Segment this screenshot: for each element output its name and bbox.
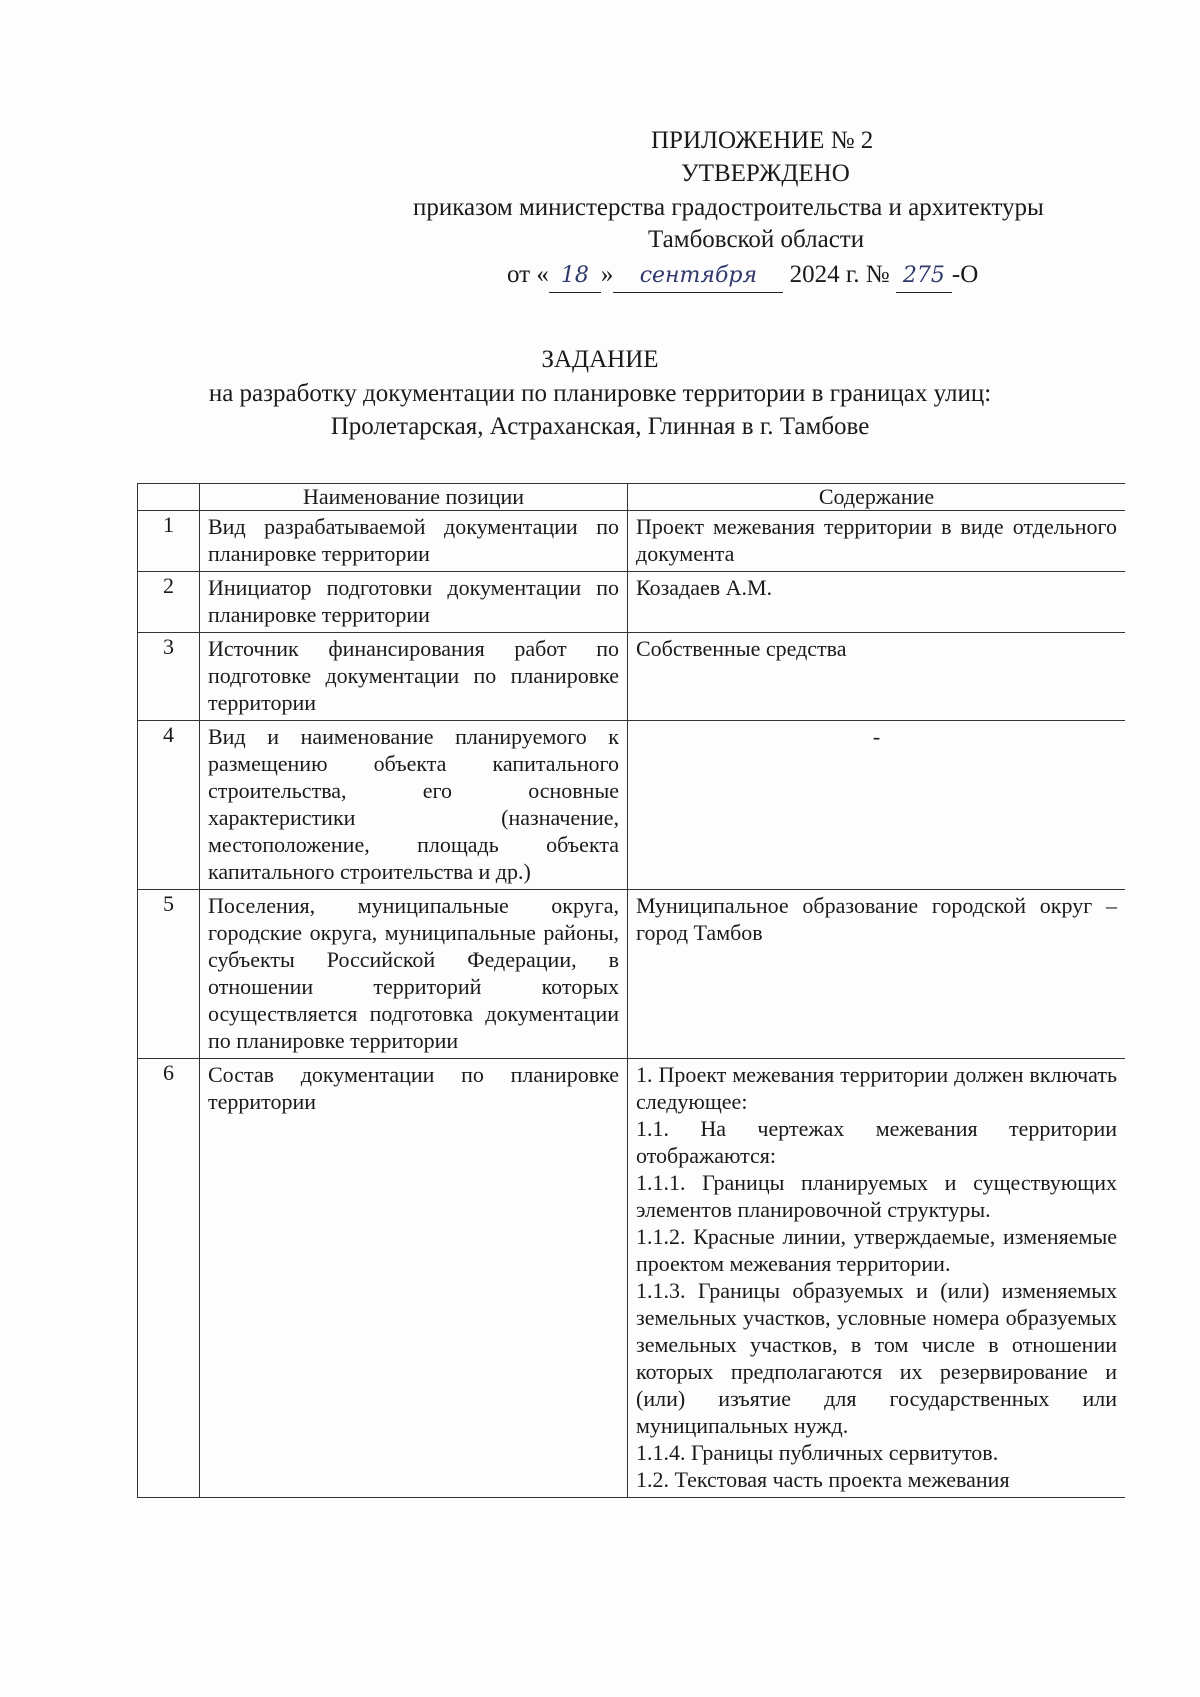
content-paragraph: 1.2. Текстовая часть проекта межевания [636,1467,1010,1492]
document-subtitle-line2: Пролетарская, Астраханская, Глинная в г. Тамбове [330,413,870,440]
appendix-label: ПРИЛОЖЕНИЕ № 2 [651,127,874,154]
order-number-handwritten: 275 [896,260,952,293]
content-paragraph: 1.1.3. Границы образуемых и (или) изменяемых земельных участков, условные номера образуемых земельных участков, в том числе в отношении которых предполагаются их резервирование и (или) изъятие для государственных или муниципальных нужд. [636,1278,1117,1438]
order-issuer: приказом министерства градостроительства и архитектуры [413,194,1044,221]
content-paragraph: 1.1. На чертежах межевания территории отображаются: [636,1116,1117,1168]
column-header-number [138,484,200,511]
date-day-handwritten: 18 [549,260,601,293]
row-number: 4 [138,721,200,890]
row-content: Козадаев А.М. [628,572,1126,633]
table-row [138,633,1126,721]
row-name: Поселения, муниципальные округа, городские округа, муниципальные районы, субъекты Российской Федерации, в отношении территорий которых осуществляется подготовка документации по планировке территории [200,890,628,1059]
content-paragraph: 1.1.4. Границы публичных сервитутов. [636,1440,999,1465]
task-table-container [137,483,1125,1697]
row-number: 3 [138,633,200,721]
task-table [137,483,1125,1498]
order-date-line [507,259,978,293]
row-number: 2 [138,572,200,633]
table-row [138,890,1126,1059]
row-name: Вид разрабатываемой документации по планировке территории [200,511,628,572]
row-content: Муниципальное образование городской округ – город Тамбов [628,890,1126,1059]
row-name: Состав документации по планировке территории [200,1059,628,1498]
date-mid: » [600,261,614,288]
approved-label: УТВЕРЖДЕНО [681,160,850,187]
document-subtitle-line1: на разработку документации по планировке территории в границах улиц: [208,380,992,407]
column-header-content: Содержание [628,484,1126,511]
order-suffix: -О [951,261,979,288]
date-year: 2024 г. № [789,261,890,288]
row-name: Источник финансирования работ по подготовке документации по планировке территории [200,633,628,721]
row-number: 5 [138,890,200,1059]
content-paragraph: 1. Проект межевания территории должен включать следующее: [636,1062,1117,1114]
date-month-handwritten: сентября [613,260,783,293]
table-row [138,511,1126,572]
table-row [138,572,1126,633]
row-number: 6 [138,1059,200,1498]
date-prefix: от « [507,261,549,288]
row-name: Инициатор подготовки документации по планировке территории [200,572,628,633]
row-content: Проект межевания территории в виде отдельного документа [628,511,1126,572]
table-header-row [138,484,1126,511]
row-content: - [628,721,1126,890]
row-number: 1 [138,511,200,572]
region-name: Тамбовской области [648,226,865,253]
table-row [138,721,1126,890]
row-content [628,1059,1126,1498]
table-row [138,1059,1126,1498]
row-name: Вид и наименование планируемого к размещению объекта капитального строительства, его основные характеристики (назначение, местоположение, площадь объекта капитального строительства и др.) [200,721,628,890]
document-title: ЗАДАНИЕ [541,346,659,373]
content-paragraph: 1.1.1. Границы планируемых и существующих элементов планировочной структуры. [636,1170,1117,1222]
column-header-name: Наименование позиции [200,484,628,511]
row-content: Собственные средства [628,633,1126,721]
content-paragraph: 1.1.2. Красные линии, утверждаемые, изменяемые проектом межевания территории. [636,1224,1117,1276]
